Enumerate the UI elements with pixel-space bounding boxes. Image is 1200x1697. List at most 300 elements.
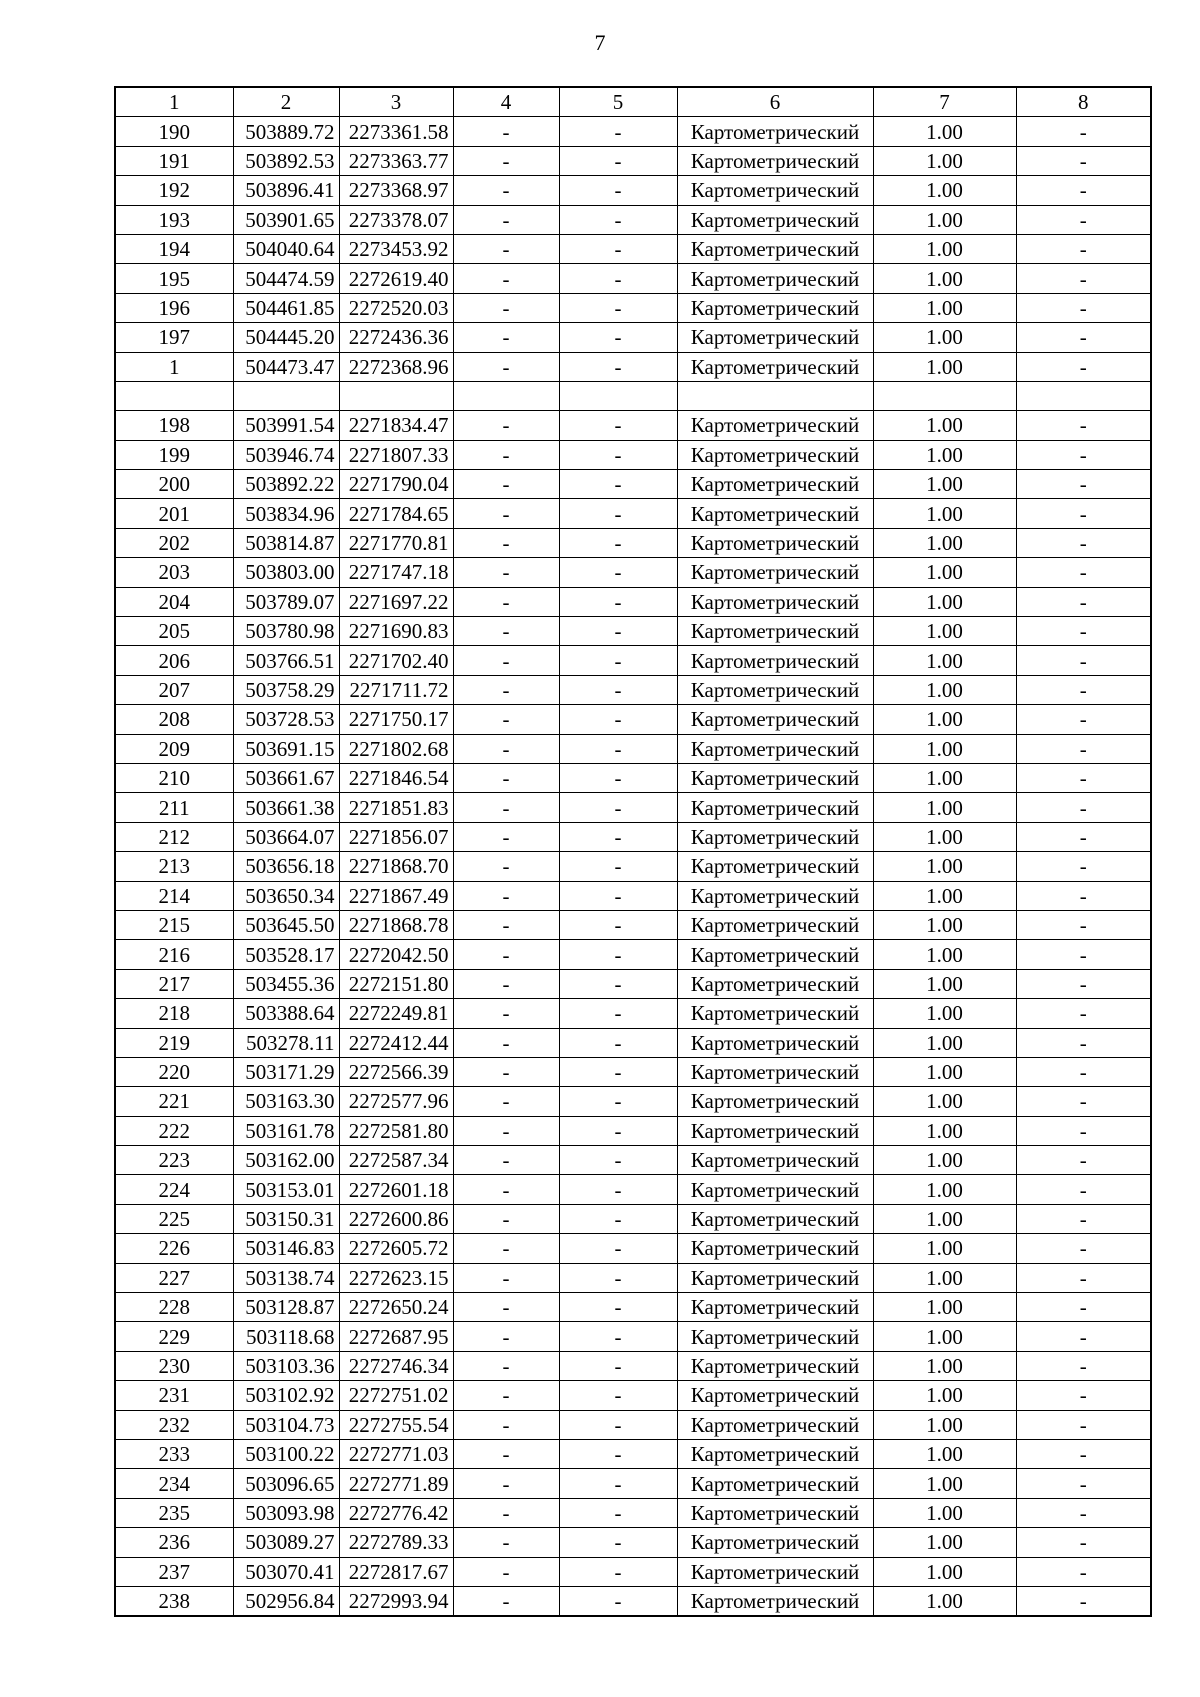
cell-col-5: - [559, 1116, 677, 1145]
cell-y-coordinate: 2271868.78 [339, 910, 453, 939]
table-row [115, 822, 1151, 851]
cell-x-coordinate: 503789.07 [233, 587, 339, 616]
table-row [115, 323, 1151, 352]
cell-y-coordinate: 2271834.47 [339, 411, 453, 440]
cell-accuracy: 1.00 [873, 146, 1016, 175]
cell-y-coordinate: 2271846.54 [339, 763, 453, 792]
cell-accuracy: 1.00 [873, 587, 1016, 616]
header-cell-2: 2 [233, 87, 339, 117]
cell-y-coordinate: 2272817.67 [339, 1557, 453, 1586]
cell-col-8: - [1016, 1322, 1151, 1351]
cell-x-coordinate: 503892.53 [233, 146, 339, 175]
cell-y-coordinate: 2272993.94 [339, 1586, 453, 1616]
cell-col-8: - [1016, 1057, 1151, 1086]
cell-x-coordinate: 503946.74 [233, 440, 339, 469]
cell-y-coordinate: 2272436.36 [339, 323, 453, 352]
cell-point-number: 201 [115, 499, 233, 528]
cell-col-5: - [559, 1439, 677, 1468]
header-cell-7: 7 [873, 87, 1016, 117]
cell-y-coordinate: 2273368.97 [339, 176, 453, 205]
cell-col-8: - [1016, 646, 1151, 675]
cell-accuracy: 1.00 [873, 470, 1016, 499]
header-cell-4: 4 [453, 87, 559, 117]
cell-accuracy: 1.00 [873, 1528, 1016, 1557]
cell-method [677, 381, 873, 410]
cell-point-number: 205 [115, 617, 233, 646]
table-row [115, 440, 1151, 469]
table-row [115, 1057, 1151, 1086]
cell-col-4 [453, 381, 559, 410]
table-body [115, 117, 1151, 1616]
table-row [115, 969, 1151, 998]
cell-col-4: - [453, 646, 559, 675]
cell-col-8: - [1016, 1410, 1151, 1439]
cell-point-number: 214 [115, 881, 233, 910]
table-row [115, 646, 1151, 675]
table-row [115, 999, 1151, 1028]
cell-method: Картометрический [677, 587, 873, 616]
cell-col-5: - [559, 1410, 677, 1439]
cell-point-number: 193 [115, 205, 233, 234]
table-row [115, 528, 1151, 557]
header-cell-8: 8 [1016, 87, 1151, 117]
table-row [115, 117, 1151, 146]
cell-col-5: - [559, 763, 677, 792]
cell-accuracy: 1.00 [873, 1146, 1016, 1175]
cell-col-8: - [1016, 822, 1151, 851]
table-row [115, 1146, 1151, 1175]
table-row [115, 675, 1151, 704]
cell-y-coordinate: 2272368.96 [339, 352, 453, 381]
cell-accuracy: 1.00 [873, 1263, 1016, 1292]
cell-point-number: 210 [115, 763, 233, 792]
cell-point-number: 206 [115, 646, 233, 675]
cell-y-coordinate: 2271851.83 [339, 793, 453, 822]
cell-col-8: - [1016, 558, 1151, 587]
cell-point-number: 202 [115, 528, 233, 557]
cell-method: Картометрический [677, 646, 873, 675]
table-row [115, 1028, 1151, 1057]
cell-x-coordinate: 503278.11 [233, 1028, 339, 1057]
cell-col-8: - [1016, 1146, 1151, 1175]
table-row [115, 1087, 1151, 1116]
table-row [115, 1175, 1151, 1204]
cell-col-8: - [1016, 1204, 1151, 1233]
cell-col-4: - [453, 558, 559, 587]
cell-method: Картометрический [677, 1293, 873, 1322]
cell-col-5: - [559, 1175, 677, 1204]
cell-method: Картометрический [677, 1175, 873, 1204]
cell-method: Картометрический [677, 793, 873, 822]
cell-col-4: - [453, 1351, 559, 1380]
cell-method: Картометрический [677, 734, 873, 763]
cell-accuracy: 1.00 [873, 117, 1016, 146]
cell-x-coordinate: 503102.92 [233, 1381, 339, 1410]
cell-accuracy: 1.00 [873, 1028, 1016, 1057]
table-row [115, 617, 1151, 646]
cell-point-number: 236 [115, 1528, 233, 1557]
cell-col-5: - [559, 293, 677, 322]
cell-col-8: - [1016, 999, 1151, 1028]
cell-x-coordinate: 503661.38 [233, 793, 339, 822]
cell-method: Картометрический [677, 528, 873, 557]
cell-method: Картометрический [677, 1204, 873, 1233]
table-row [115, 411, 1151, 440]
cell-col-4: - [453, 146, 559, 175]
cell-point-number: 191 [115, 146, 233, 175]
cell-point-number: 237 [115, 1557, 233, 1586]
table-row [115, 234, 1151, 263]
cell-point-number: 194 [115, 234, 233, 263]
cell-y-coordinate: 2271690.83 [339, 617, 453, 646]
cell-col-5: - [559, 969, 677, 998]
cell-accuracy: 1.00 [873, 323, 1016, 352]
cell-accuracy: 1.00 [873, 1175, 1016, 1204]
cell-method: Картометрический [677, 1381, 873, 1410]
cell-col-8: - [1016, 411, 1151, 440]
cell-accuracy: 1.00 [873, 558, 1016, 587]
cell-y-coordinate: 2271702.40 [339, 646, 453, 675]
cell-point-number: 203 [115, 558, 233, 587]
cell-method: Картометрический [677, 1351, 873, 1380]
cell-y-coordinate: 2272566.39 [339, 1057, 453, 1086]
table-row [115, 1293, 1151, 1322]
cell-accuracy: 1.00 [873, 1234, 1016, 1263]
cell-col-4: - [453, 734, 559, 763]
page-number: 7 [594, 30, 606, 55]
cell-y-coordinate: 2271807.33 [339, 440, 453, 469]
cell-accuracy: 1.00 [873, 999, 1016, 1028]
cell-col-8: - [1016, 1087, 1151, 1116]
cell-method: Картометрический [677, 1146, 873, 1175]
cell-x-coordinate: 503803.00 [233, 558, 339, 587]
cell-method: Картометрический [677, 117, 873, 146]
cell-accuracy: 1.00 [873, 940, 1016, 969]
cell-col-5: - [559, 499, 677, 528]
cell-y-coordinate: 2272249.81 [339, 999, 453, 1028]
cell-col-5: - [559, 1586, 677, 1616]
cell-y-coordinate: 2273363.77 [339, 146, 453, 175]
cell-x-coordinate: 503093.98 [233, 1498, 339, 1527]
cell-method: Картометрический [677, 675, 873, 704]
cell-point-number: 213 [115, 852, 233, 881]
cell-accuracy: 1.00 [873, 293, 1016, 322]
cell-x-coordinate: 503645.50 [233, 910, 339, 939]
cell-method: Картометрический [677, 1498, 873, 1527]
cell-method: Картометрический [677, 323, 873, 352]
cell-x-coordinate: 503161.78 [233, 1116, 339, 1145]
cell-col-5: - [559, 1057, 677, 1086]
cell-accuracy: 1.00 [873, 1087, 1016, 1116]
cell-col-4: - [453, 205, 559, 234]
cell-y-coordinate: 2271867.49 [339, 881, 453, 910]
cell-x-coordinate: 503455.36 [233, 969, 339, 998]
cell-col-4: - [453, 352, 559, 381]
cell-y-coordinate: 2272771.03 [339, 1439, 453, 1468]
cell-x-coordinate: 503103.36 [233, 1351, 339, 1380]
cell-method: Картометрический [677, 470, 873, 499]
table-row [115, 1234, 1151, 1263]
cell-method: Картометрический [677, 1410, 873, 1439]
cell-point-number: 211 [115, 793, 233, 822]
cell-col-5: - [559, 234, 677, 263]
cell-col-4: - [453, 293, 559, 322]
cell-y-coordinate: 2271711.72 [339, 675, 453, 704]
cell-point-number: 224 [115, 1175, 233, 1204]
cell-col-5: - [559, 146, 677, 175]
cell-col-4: - [453, 440, 559, 469]
cell-col-5: - [559, 1204, 677, 1233]
cell-col-5: - [559, 1234, 677, 1263]
cell-x-coordinate: 503070.41 [233, 1557, 339, 1586]
cell-col-4: - [453, 1057, 559, 1086]
header-cell-3: 3 [339, 87, 453, 117]
cell-x-coordinate: 503766.51 [233, 646, 339, 675]
cell-accuracy: 1.00 [873, 1381, 1016, 1410]
cell-x-coordinate: 503163.30 [233, 1087, 339, 1116]
cell-col-4: - [453, 176, 559, 205]
cell-y-coordinate: 2273361.58 [339, 117, 453, 146]
cell-y-coordinate: 2272650.24 [339, 1293, 453, 1322]
cell-accuracy: 1.00 [873, 440, 1016, 469]
cell-accuracy: 1.00 [873, 411, 1016, 440]
cell-col-4: - [453, 999, 559, 1028]
cell-method: Картометрический [677, 205, 873, 234]
cell-method: Картометрический [677, 558, 873, 587]
cell-col-4: - [453, 705, 559, 734]
cell-col-8: - [1016, 323, 1151, 352]
cell-point-number: 235 [115, 1498, 233, 1527]
cell-accuracy: 1.00 [873, 1293, 1016, 1322]
table-row [115, 793, 1151, 822]
cell-x-coordinate: 503661.67 [233, 763, 339, 792]
cell-method: Картометрический [677, 969, 873, 998]
cell-col-4: - [453, 969, 559, 998]
cell-method: Картометрический [677, 1263, 873, 1292]
cell-method: Картометрический [677, 1469, 873, 1498]
cell-col-4: - [453, 1469, 559, 1498]
cell-accuracy: 1.00 [873, 1057, 1016, 1086]
table-row [115, 705, 1151, 734]
cell-x-coordinate: 504473.47 [233, 352, 339, 381]
cell-accuracy: 1.00 [873, 881, 1016, 910]
cell-x-coordinate: 503834.96 [233, 499, 339, 528]
cell-x-coordinate: 503096.65 [233, 1469, 339, 1498]
cell-method: Картометрический [677, 293, 873, 322]
cell-y-coordinate: 2272776.42 [339, 1498, 453, 1527]
cell-col-8: - [1016, 1528, 1151, 1557]
cell-y-coordinate: 2273378.07 [339, 205, 453, 234]
cell-point-number: 228 [115, 1293, 233, 1322]
cell-x-coordinate: 503664.07 [233, 822, 339, 851]
cell-accuracy: 1.00 [873, 822, 1016, 851]
cell-accuracy: 1.00 [873, 763, 1016, 792]
cell-col-8: - [1016, 205, 1151, 234]
cell-point-number: 219 [115, 1028, 233, 1057]
cell-col-4: - [453, 1439, 559, 1468]
cell-col-5: - [559, 323, 677, 352]
cell-point-number: 231 [115, 1381, 233, 1410]
cell-x-coordinate: 503814.87 [233, 528, 339, 557]
cell-y-coordinate: 2272587.34 [339, 1146, 453, 1175]
cell-y-coordinate: 2272577.96 [339, 1087, 453, 1116]
cell-col-8: - [1016, 587, 1151, 616]
cell-col-4: - [453, 470, 559, 499]
table-row [115, 881, 1151, 910]
table-row [115, 264, 1151, 293]
cell-method: Картометрический [677, 1528, 873, 1557]
cell-method: Картометрический [677, 617, 873, 646]
cell-col-4: - [453, 117, 559, 146]
cell-col-8: - [1016, 1498, 1151, 1527]
cell-col-5: - [559, 1087, 677, 1116]
table-row [115, 1439, 1151, 1468]
cell-method: Картометрический [677, 1439, 873, 1468]
cell-col-4: - [453, 1175, 559, 1204]
cell-x-coordinate: 503896.41 [233, 176, 339, 205]
cell-accuracy: 1.00 [873, 1439, 1016, 1468]
table-row [115, 852, 1151, 881]
cell-col-4: - [453, 1087, 559, 1116]
cell-y-coordinate: 2271770.81 [339, 528, 453, 557]
cell-col-8: - [1016, 352, 1151, 381]
cell-point-number: 218 [115, 999, 233, 1028]
cell-col-5: - [559, 1528, 677, 1557]
cell-col-5: - [559, 1146, 677, 1175]
cell-col-5: - [559, 1498, 677, 1527]
cell-y-coordinate: 2272771.89 [339, 1469, 453, 1498]
cell-accuracy: 1.00 [873, 1469, 1016, 1498]
cell-col-8: - [1016, 1351, 1151, 1380]
cell-method: Картометрический [677, 1557, 873, 1586]
cell-col-4: - [453, 1116, 559, 1145]
cell-accuracy: 1.00 [873, 705, 1016, 734]
header-cell-5: 5 [559, 87, 677, 117]
cell-point-number: 190 [115, 117, 233, 146]
cell-col-8: - [1016, 146, 1151, 175]
cell-method: Картометрический [677, 881, 873, 910]
cell-accuracy: 1.00 [873, 1116, 1016, 1145]
cell-col-4: - [453, 793, 559, 822]
cell-col-5: - [559, 470, 677, 499]
cell-accuracy: 1.00 [873, 646, 1016, 675]
cell-y-coordinate: 2272151.80 [339, 969, 453, 998]
cell-y-coordinate: 2273453.92 [339, 234, 453, 263]
cell-col-8: - [1016, 1293, 1151, 1322]
header-cell-6: 6 [677, 87, 873, 117]
cell-x-coordinate: 503150.31 [233, 1204, 339, 1233]
cell-accuracy: 1.00 [873, 264, 1016, 293]
cell-col-5: - [559, 440, 677, 469]
cell-method: Картометрический [677, 910, 873, 939]
cell-y-coordinate: 2271747.18 [339, 558, 453, 587]
cell-y-coordinate: 2272605.72 [339, 1234, 453, 1263]
cell-col-8: - [1016, 440, 1151, 469]
cell-col-8: - [1016, 763, 1151, 792]
cell-col-8: - [1016, 793, 1151, 822]
table-row [115, 352, 1151, 381]
cell-col-8: - [1016, 705, 1151, 734]
cell-y-coordinate: 2272789.33 [339, 1528, 453, 1557]
cell-col-4: - [453, 763, 559, 792]
cell-method: Картометрический [677, 411, 873, 440]
cell-accuracy: 1.00 [873, 1410, 1016, 1439]
cell-point-number: 217 [115, 969, 233, 998]
table-row [115, 176, 1151, 205]
cell-y-coordinate: 2272601.18 [339, 1175, 453, 1204]
table-row [115, 381, 1151, 410]
cell-col-5: - [559, 411, 677, 440]
cell-col-8: - [1016, 1469, 1151, 1498]
table-row [115, 499, 1151, 528]
cell-y-coordinate: 2271802.68 [339, 734, 453, 763]
cell-col-5: - [559, 734, 677, 763]
cell-col-5: - [559, 999, 677, 1028]
cell-col-5: - [559, 1293, 677, 1322]
cell-col-8: - [1016, 1116, 1151, 1145]
table-row [115, 146, 1151, 175]
cell-accuracy: 1.00 [873, 1586, 1016, 1616]
cell-col-5: - [559, 352, 677, 381]
table-row [115, 1116, 1151, 1145]
cell-col-8: - [1016, 617, 1151, 646]
cell-col-8: - [1016, 470, 1151, 499]
cell-accuracy: 1.00 [873, 734, 1016, 763]
cell-method: Картометрический [677, 440, 873, 469]
cell-x-coordinate: 504040.64 [233, 234, 339, 263]
table-row [115, 1528, 1151, 1557]
cell-accuracy: 1.00 [873, 528, 1016, 557]
cell-col-4: - [453, 881, 559, 910]
cell-x-coordinate: 503128.87 [233, 1293, 339, 1322]
cell-col-8: - [1016, 881, 1151, 910]
cell-x-coordinate: 503901.65 [233, 205, 339, 234]
cell-col-4: - [453, 1381, 559, 1410]
cell-point-number: 204 [115, 587, 233, 616]
cell-col-5 [559, 381, 677, 410]
cell-col-5: - [559, 176, 677, 205]
cell-accuracy: 1.00 [873, 176, 1016, 205]
cell-point-number: 230 [115, 1351, 233, 1380]
cell-col-4: - [453, 1586, 559, 1616]
cell-point-number: 215 [115, 910, 233, 939]
table-row [115, 763, 1151, 792]
cell-point-number [115, 381, 233, 410]
cell-y-coordinate: 2271697.22 [339, 587, 453, 616]
cell-col-5: - [559, 558, 677, 587]
cell-col-4: - [453, 1146, 559, 1175]
cell-method: Картометрический [677, 999, 873, 1028]
table-row [115, 1586, 1151, 1616]
cell-accuracy [873, 381, 1016, 410]
cell-col-8: - [1016, 1381, 1151, 1410]
cell-col-4: - [453, 617, 559, 646]
cell-point-number: 229 [115, 1322, 233, 1351]
cell-col-4: - [453, 675, 559, 704]
cell-accuracy: 1.00 [873, 234, 1016, 263]
cell-method: Картометрический [677, 499, 873, 528]
cell-col-5: - [559, 617, 677, 646]
cell-col-8: - [1016, 1557, 1151, 1586]
cell-point-number: 197 [115, 323, 233, 352]
cell-x-coordinate: 503089.27 [233, 1528, 339, 1557]
cell-point-number: 196 [115, 293, 233, 322]
cell-x-coordinate: 503780.98 [233, 617, 339, 646]
cell-accuracy: 1.00 [873, 1351, 1016, 1380]
table-row [115, 470, 1151, 499]
cell-x-coordinate: 503656.18 [233, 852, 339, 881]
cell-col-5: - [559, 1381, 677, 1410]
